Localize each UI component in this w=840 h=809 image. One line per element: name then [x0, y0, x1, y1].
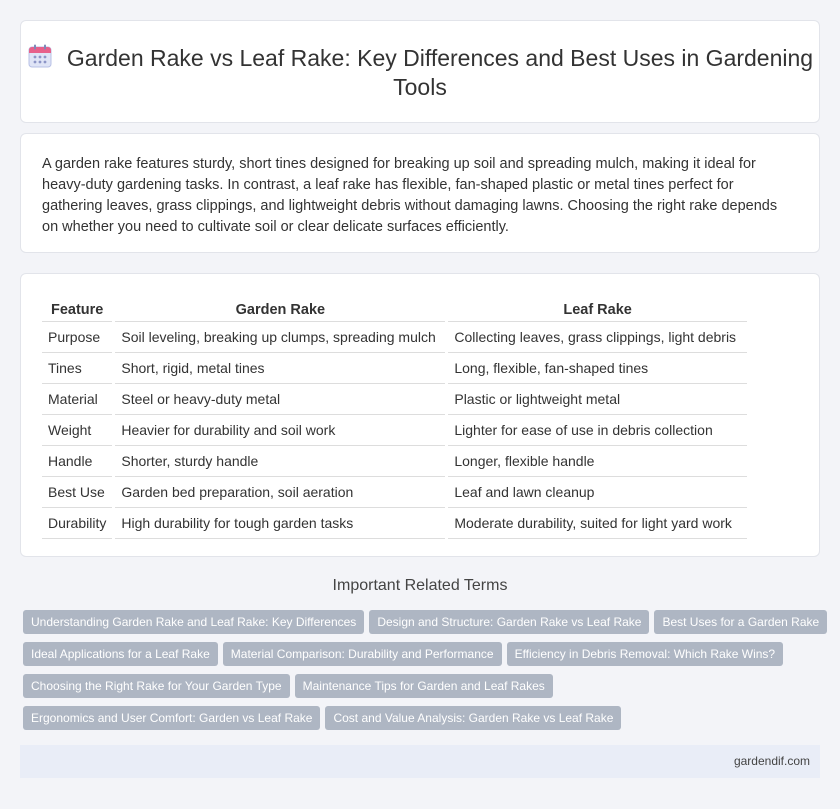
table-cell: Shorter, sturdy handle [114, 445, 447, 476]
table-cell: Durability [42, 507, 114, 538]
calendar-icon [27, 43, 53, 69]
header-card [20, 20, 820, 123]
footer [20, 745, 820, 778]
table-header: Feature [42, 294, 114, 321]
table-header: Leaf Rake [447, 294, 747, 321]
table-cell: Moderate durability, suited for light yard work [447, 507, 747, 538]
intro-card [20, 133, 820, 253]
tag-row [23, 706, 823, 738]
tag-row [23, 610, 823, 642]
tag-row [23, 642, 823, 674]
table-cell: Short, rigid, metal tines [114, 352, 447, 383]
table-cell: Purpose [42, 321, 114, 352]
related-term-tag[interactable]: Design and Structure: Garden Rake vs Leaf Rake [369, 610, 649, 634]
table-cell: Leaf and lawn cleanup [447, 476, 747, 507]
page-title-text: Garden Rake vs Leaf Rake: Key Differences and Best Uses in Gardening Tools [66, 45, 814, 100]
related-terms-tags [23, 610, 823, 738]
related-term-tag[interactable]: Ideal Applications for a Leaf Rake [23, 642, 218, 666]
table-cell: Longer, flexible handle [447, 445, 747, 476]
table-cell: Soil leveling, breaking up clumps, spreading mulch [114, 321, 447, 352]
table-cell: Best Use [42, 476, 114, 507]
related-term-tag[interactable]: Efficiency in Debris Removal: Which Rake Wins? [507, 642, 784, 666]
comparison-card [20, 273, 820, 557]
table-row [42, 352, 747, 383]
related-term-tag[interactable]: Cost and Value Analysis: Garden Rake vs Leaf Rake [325, 706, 621, 730]
intro-paragraph: A garden rake features sturdy, short tines designed for breaking up soil and spreading mulch, making it ideal for heavy-duty gardening tasks. In contrast, a leaf rake has flexible, fan-shaped plastic or metal tines perfect for gathering leaves, grass clippings, and lightweight debris without damaging lawns. Choosing the right rake depends on whether you need to cultivate soil or clear delicate surfaces efficiently. [42, 156, 778, 235]
table-cell: Heavier for durability and soil work [114, 414, 447, 445]
table-row [42, 507, 747, 538]
related-terms-heading: Important Related Terms [332, 577, 508, 594]
page-title [21, 43, 819, 102]
related-term-tag[interactable]: Maintenance Tips for Garden and Leaf Rakes [295, 674, 553, 698]
table-cell: Long, flexible, fan-shaped tines [447, 352, 747, 383]
related-term-tag[interactable]: Choosing the Right Rake for Your Garden Type [23, 674, 290, 698]
table-row [42, 383, 747, 414]
tag-row [23, 674, 823, 706]
table-cell: Tines [42, 352, 114, 383]
table-cell: Material [42, 383, 114, 414]
footer-site-link[interactable]: gardendif.com [733, 754, 810, 768]
table-cell: Steel or heavy-duty metal [114, 383, 447, 414]
related-term-tag[interactable]: Ergonomics and User Comfort: Garden vs Leaf Rake [23, 706, 320, 730]
table-cell: High durability for tough garden tasks [114, 507, 447, 538]
related-term-tag[interactable]: Best Uses for a Garden Rake [654, 610, 827, 634]
table-cell: Lighter for ease of use in debris collection [447, 414, 747, 445]
comparison-table [42, 294, 747, 539]
table-cell: Handle [42, 445, 114, 476]
related-term-tag[interactable]: Material Comparison: Durability and Performance [223, 642, 502, 666]
table-cell: Weight [42, 414, 114, 445]
table-cell: Plastic or lightweight metal [447, 383, 747, 414]
table-row [42, 445, 747, 476]
table-cell: Collecting leaves, grass clippings, light debris [447, 321, 747, 352]
table-row [42, 476, 747, 507]
table-header: Garden Rake [114, 294, 447, 321]
related-term-tag[interactable]: Understanding Garden Rake and Leaf Rake: Key Differences [23, 610, 364, 634]
table-cell: Garden bed preparation, soil aeration [114, 476, 447, 507]
table-header-row [42, 294, 747, 321]
table-row [42, 321, 747, 352]
table-row [42, 414, 747, 445]
